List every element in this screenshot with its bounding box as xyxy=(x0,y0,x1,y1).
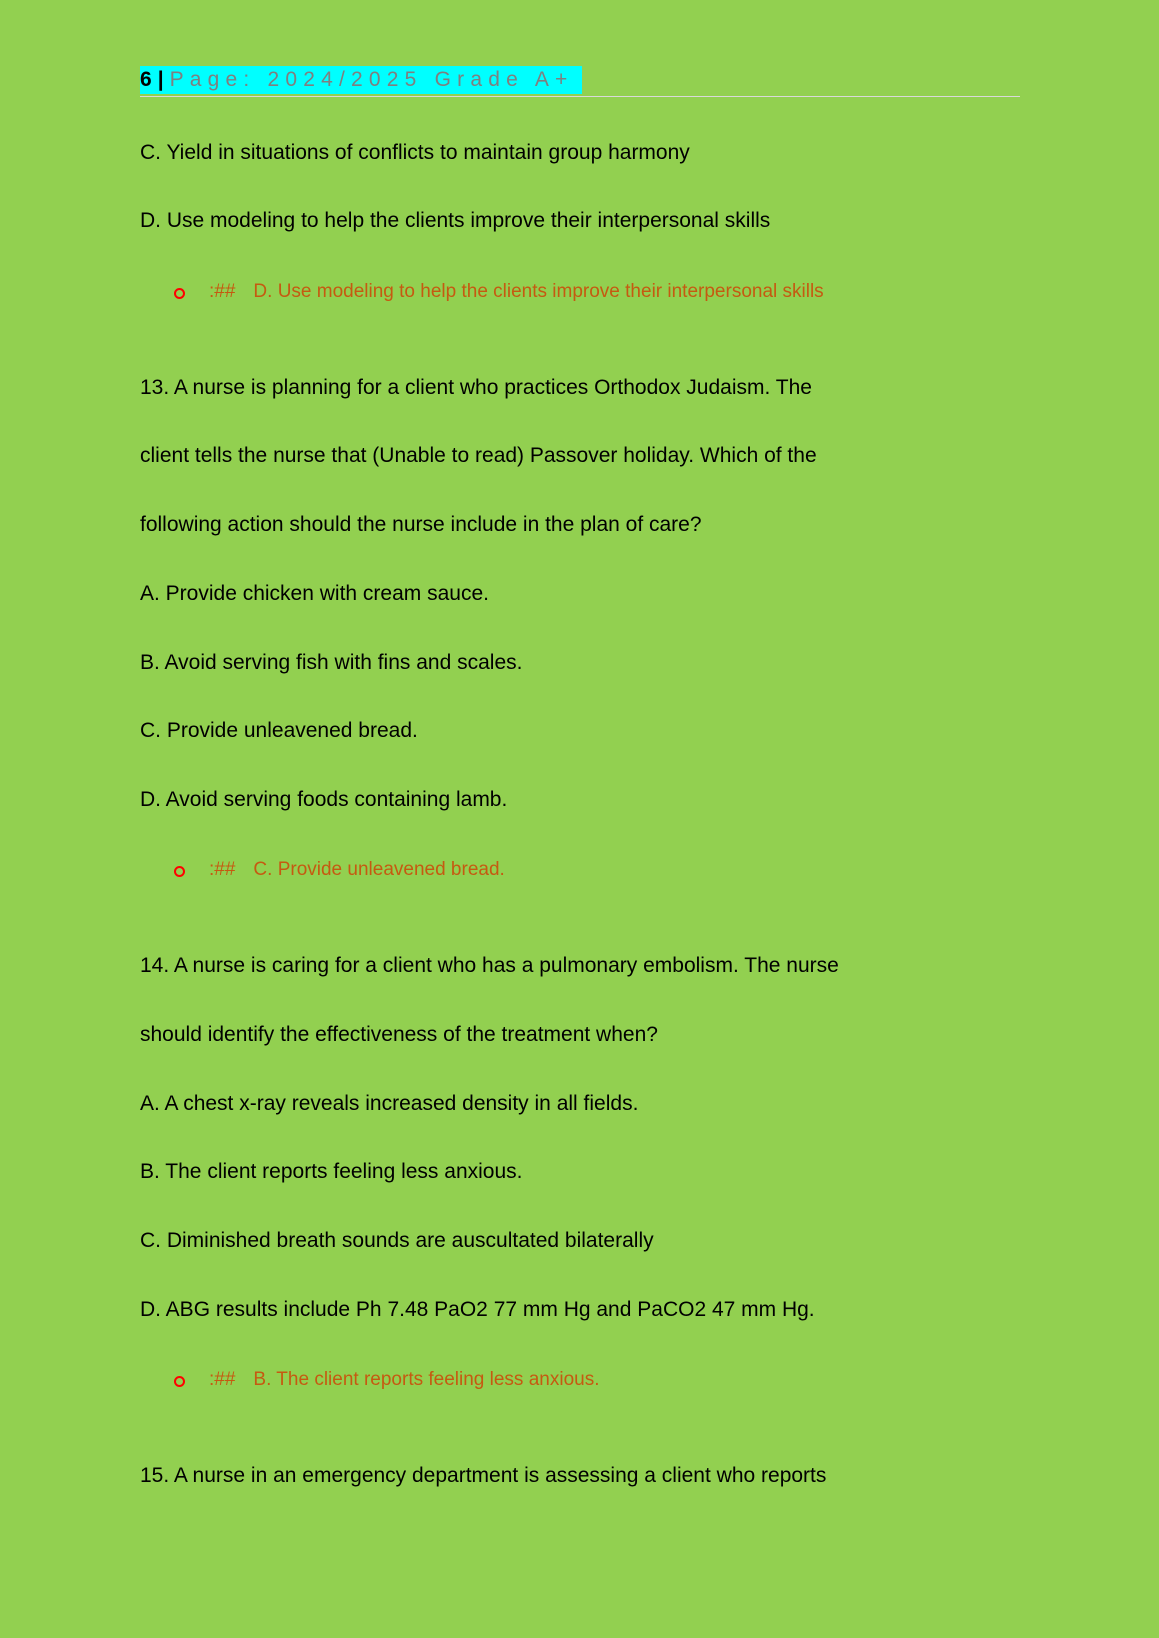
answer-marker: :## xyxy=(209,859,236,880)
answer-marker: :## xyxy=(209,1369,236,1390)
q13-answer xyxy=(174,857,505,883)
answer-text: D. Use modeling to help the clients improve their interpersonal skills xyxy=(253,281,824,302)
bullet-circle-icon xyxy=(174,1376,185,1387)
page-header xyxy=(140,66,582,94)
q14-option-c: C. Diminished breath sounds are auscultated bilaterally xyxy=(140,1229,654,1252)
q13-stem-line-2: client tells the nurse that (Unable to read) Passover holiday. Which of the xyxy=(140,444,817,467)
header-title: Page: 2024/2025 Grade A+ xyxy=(169,68,574,91)
header-rule xyxy=(140,96,1020,97)
q13-option-b: B. Avoid serving fish with fins and scales. xyxy=(140,651,523,674)
q15-stem-line-1: 15. A nurse in an emergency department is assessing a client who reports xyxy=(140,1464,827,1487)
bullet-circle-icon xyxy=(174,866,185,877)
q14-answer xyxy=(174,1367,599,1393)
q14-stem-line-1: 14. A nurse is caring for a client who has a pulmonary embolism. The nurse xyxy=(140,954,839,977)
q14-option-b: B. The client reports feeling less anxious. xyxy=(140,1160,523,1183)
answer-text: C. Provide unleavened bread. xyxy=(253,859,505,880)
answer-marker: :## xyxy=(209,281,236,302)
q13-option-c: C. Provide unleavened bread. xyxy=(140,719,418,742)
q14-option-d: D. ABG results include Ph 7.48 PaO2 77 mm Hg and PaCO2 47 mm Hg. xyxy=(140,1298,815,1321)
q13-stem-line-3: following action should the nurse include in the plan of care? xyxy=(140,513,702,536)
q13-option-d: D. Avoid serving foods containing lamb. xyxy=(140,788,508,811)
q14-option-a: A. A chest x-ray reveals increased density in all fields. xyxy=(140,1092,639,1115)
header-separator: | xyxy=(157,68,164,91)
q14-stem-line-2: should identify the effectiveness of the treatment when? xyxy=(140,1023,658,1046)
q12-option-d: D. Use modeling to help the clients improve their interpersonal skills xyxy=(140,209,771,232)
q13-stem-line-1: 13. A nurse is planning for a client who practices Orthodox Judaism. The xyxy=(140,376,812,399)
page-number: 6 xyxy=(140,68,152,91)
bullet-circle-icon xyxy=(174,288,185,299)
q12-answer xyxy=(174,279,824,305)
q13-option-a: A. Provide chicken with cream sauce. xyxy=(140,582,489,605)
answer-text: B. The client reports feeling less anxious. xyxy=(253,1369,600,1390)
q12-option-c: C. Yield in situations of conflicts to maintain group harmony xyxy=(140,141,690,164)
